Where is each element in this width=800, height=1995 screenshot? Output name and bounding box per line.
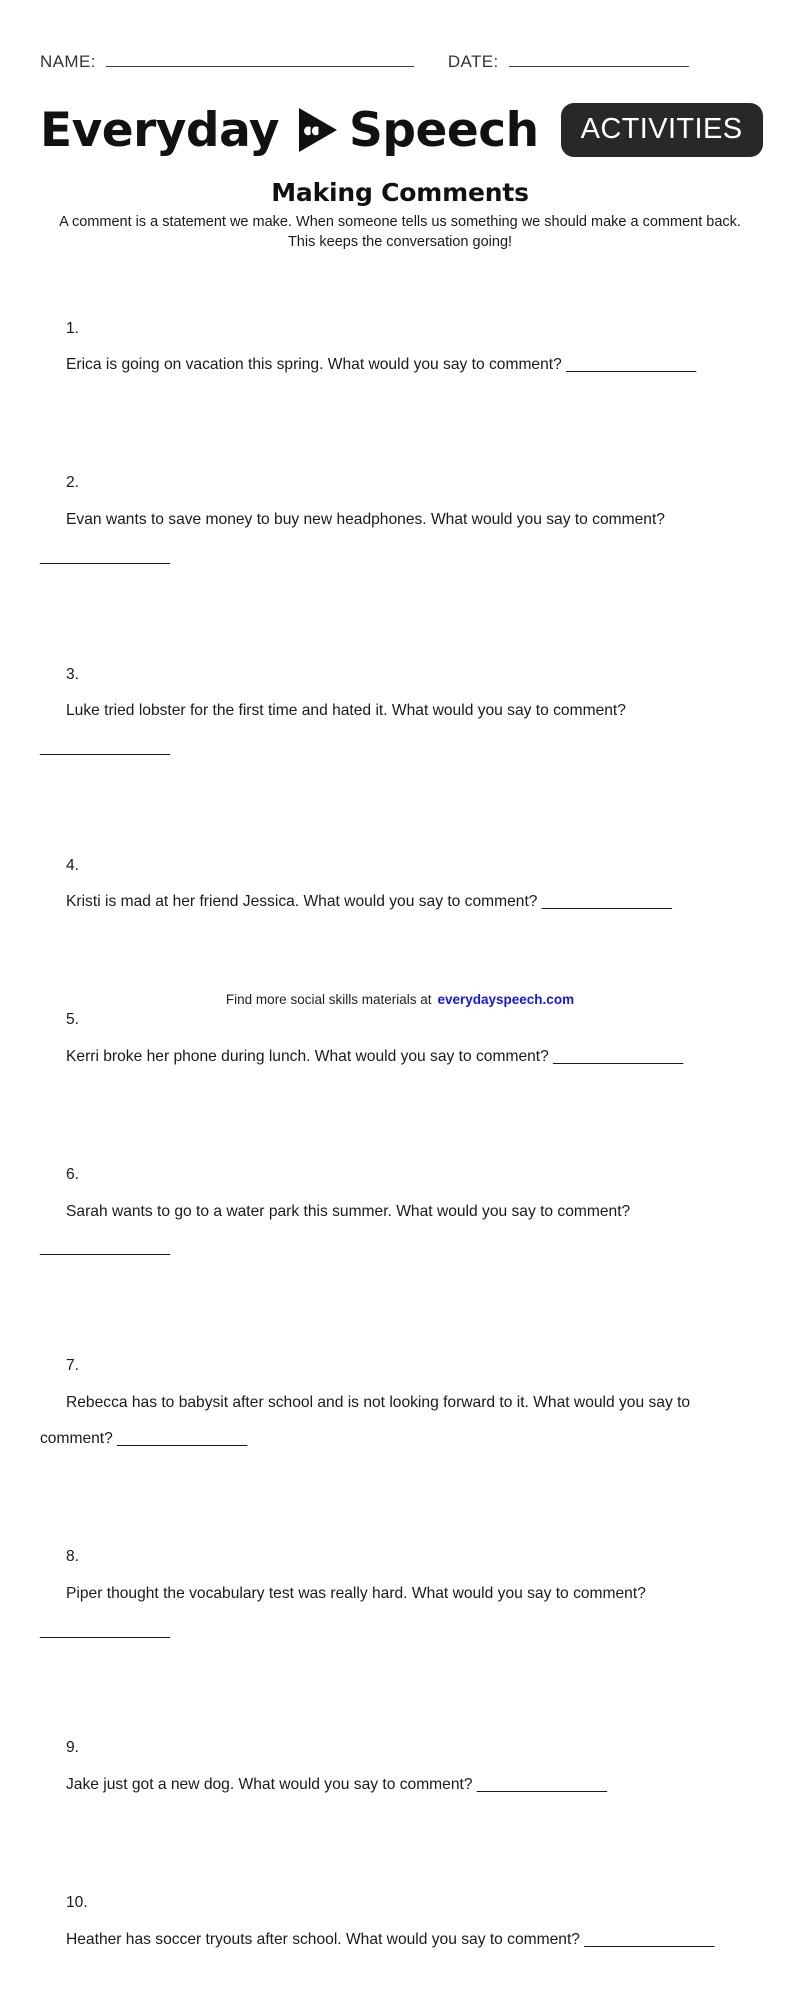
question-number: 7. — [66, 1357, 88, 1375]
question-text: Kristi is mad at her friend Jessica. What would you say to comment? _______________ — [66, 893, 672, 911]
question-number: 1. — [66, 319, 88, 337]
question-number: 5. — [66, 1011, 88, 1029]
question-text: Jake just got a new dog. What would you say to comment? _______________ — [66, 1776, 607, 1794]
name-date-row — [40, 0, 760, 72]
list-item — [40, 1694, 760, 1841]
date-label: DATE: — [447, 52, 499, 71]
list-item — [40, 274, 760, 421]
question-text: Evan wants to save money to buy new headphones. What would you say to comment? _______________ — [40, 510, 670, 565]
list-item — [40, 811, 760, 958]
question-number: 2. — [66, 474, 88, 492]
play-quote-icon — [287, 102, 343, 158]
list-item — [40, 1503, 760, 1686]
list-item — [40, 1311, 760, 1494]
question-number: 10. — [66, 1894, 97, 1912]
list-item — [40, 1120, 760, 1303]
question-number: 4. — [66, 856, 88, 874]
question-text: Erica is going on vacation this spring. What would you say to comment? _______________ — [66, 356, 697, 374]
footer-text: Find more social skills materials at — [225, 992, 432, 1007]
question-number: 9. — [66, 1739, 88, 1757]
question-number: 3. — [66, 665, 88, 683]
footer-link[interactable]: everydayspeech.com — [437, 992, 575, 1007]
question-number: 6. — [66, 1165, 88, 1183]
brand-word-everyday: Everyday — [40, 102, 279, 158]
footer — [0, 992, 800, 1007]
question-text: Kerri broke her phone during lunch. What would you say to comment? _______________ — [66, 1047, 684, 1065]
name-label: NAME: — [40, 52, 96, 71]
page-title: Making Comments — [271, 178, 529, 207]
date-write-line[interactable] — [509, 65, 689, 67]
brand-header — [40, 96, 760, 164]
list-item — [40, 620, 760, 803]
question-text: Luke tried lobster for the first time and hated it. What would you say to comment? _______________ — [40, 702, 631, 756]
question-list — [40, 274, 760, 1995]
brand-word-speech: Speech — [349, 102, 539, 158]
question-text: Heather has soccer tryouts after school. What would you say to comment? _______________ — [66, 1930, 715, 1948]
name-write-line[interactable] — [106, 65, 414, 67]
question-text: Rebecca has to babysit after school and is not looking forward to it. What would you say to comment? _______________ — [40, 1393, 695, 1448]
list-item — [40, 966, 760, 1113]
list-item — [40, 1848, 760, 1995]
activities-badge: ACTIVITIES — [561, 103, 763, 157]
question-text: Sarah wants to go to a water park this summer. What would you say to comment? _______________ — [40, 1202, 635, 1257]
worksheet-instructions: A comment is a statement we make. When someone tells us something we should make a comment back. This keeps the conversation going! — [59, 214, 741, 250]
list-item — [40, 429, 760, 612]
question-number: 8. — [66, 1548, 88, 1566]
question-text: Piper thought the vocabulary test was really hard. What would you say to comment? _______________ — [40, 1584, 651, 1639]
